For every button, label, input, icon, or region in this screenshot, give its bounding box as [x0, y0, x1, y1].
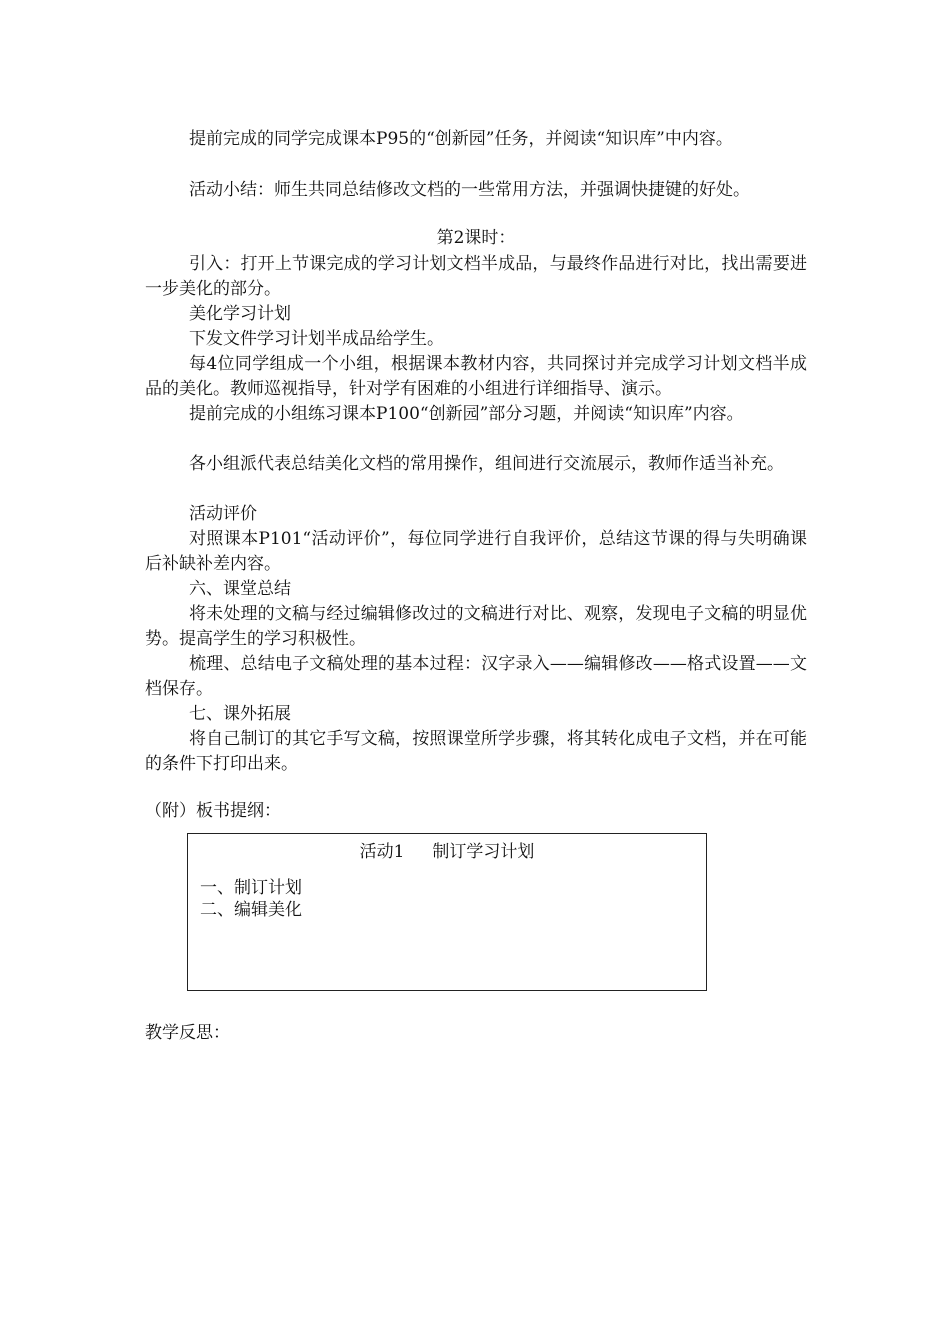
- blackboard-item: 二、编辑美化: [200, 900, 302, 920]
- lesson-2-heading: 第2课时：: [436, 228, 516, 248]
- paragraph-group-summary: 各小组派代表总结美化文档的常用操作，组间进行交流展示，教师作适当补充。: [189, 454, 784, 474]
- paragraph-beautify-plan: 美化学习计划: [189, 304, 291, 324]
- blackboard-activity-name: 制订学习计划: [432, 842, 535, 862]
- section-classroom-summary: 六、课堂总结: [189, 579, 291, 599]
- paragraph-intro: 引入：打开上节课完成的学习计划文档半成品，与最终作品进行对比，找出需要进一步美化的部分。: [145, 254, 807, 299]
- blackboard-items: [200, 877, 302, 921]
- section-extension: 七、课外拓展: [189, 704, 291, 724]
- paragraph-extension-task: 将自己制订的其它手写文稿，按照课堂所学步骤，将其转化成电子文档，并在可能的条件下打印出来。: [145, 729, 807, 774]
- paragraph-activity-evaluation: 活动评价: [189, 504, 257, 524]
- blackboard-title: [188, 840, 706, 864]
- paragraph-activity-summary: 活动小结：师生共同总结修改文档的一些常用方法，并强调快捷键的好处。: [189, 180, 750, 200]
- paragraph-early-group: 提前完成的小组练习课本P100“创新园”部分习题，并阅读“知识库”内容。: [189, 404, 744, 424]
- paragraph-group-work: 每4位同学组成一个小组，根据课本教材内容，共同探讨并完成学习计划文档半成品的美化。教师巡视指导，针对学有困难的小组进行详细指导、演示。: [145, 354, 807, 399]
- blackboard-outline-label: （附）板书提纲：: [145, 801, 281, 821]
- paragraph-distribute-file: 下发文件学习计划半成品给学生。: [189, 329, 444, 349]
- paragraph-self-evaluation: 对照课本P101“活动评价”，每位同学进行自我评价，总结这节课的得与失明确课后补缺补差内容。: [145, 529, 807, 574]
- paragraph-process-summary: 梳理、总结电子文稿处理的基本过程：汉字录入——编辑修改——格式设置——文档保存。: [145, 654, 807, 699]
- blackboard-activity-number: 活动1: [359, 842, 405, 862]
- teaching-reflection-label: 教学反思：: [145, 1023, 230, 1043]
- blackboard-outline-box: [187, 833, 707, 991]
- paragraph-compare-drafts: 将未处理的文稿与经过编辑修改过的文稿进行对比、观察，发现电子文稿的明显优势。提高学生的学习积极性。: [145, 604, 807, 649]
- blackboard-item: 一、制订计划: [200, 878, 302, 898]
- paragraph-early-finish: 提前完成的同学完成课本P95的“创新园”任务，并阅读“知识库”中内容。: [189, 129, 733, 149]
